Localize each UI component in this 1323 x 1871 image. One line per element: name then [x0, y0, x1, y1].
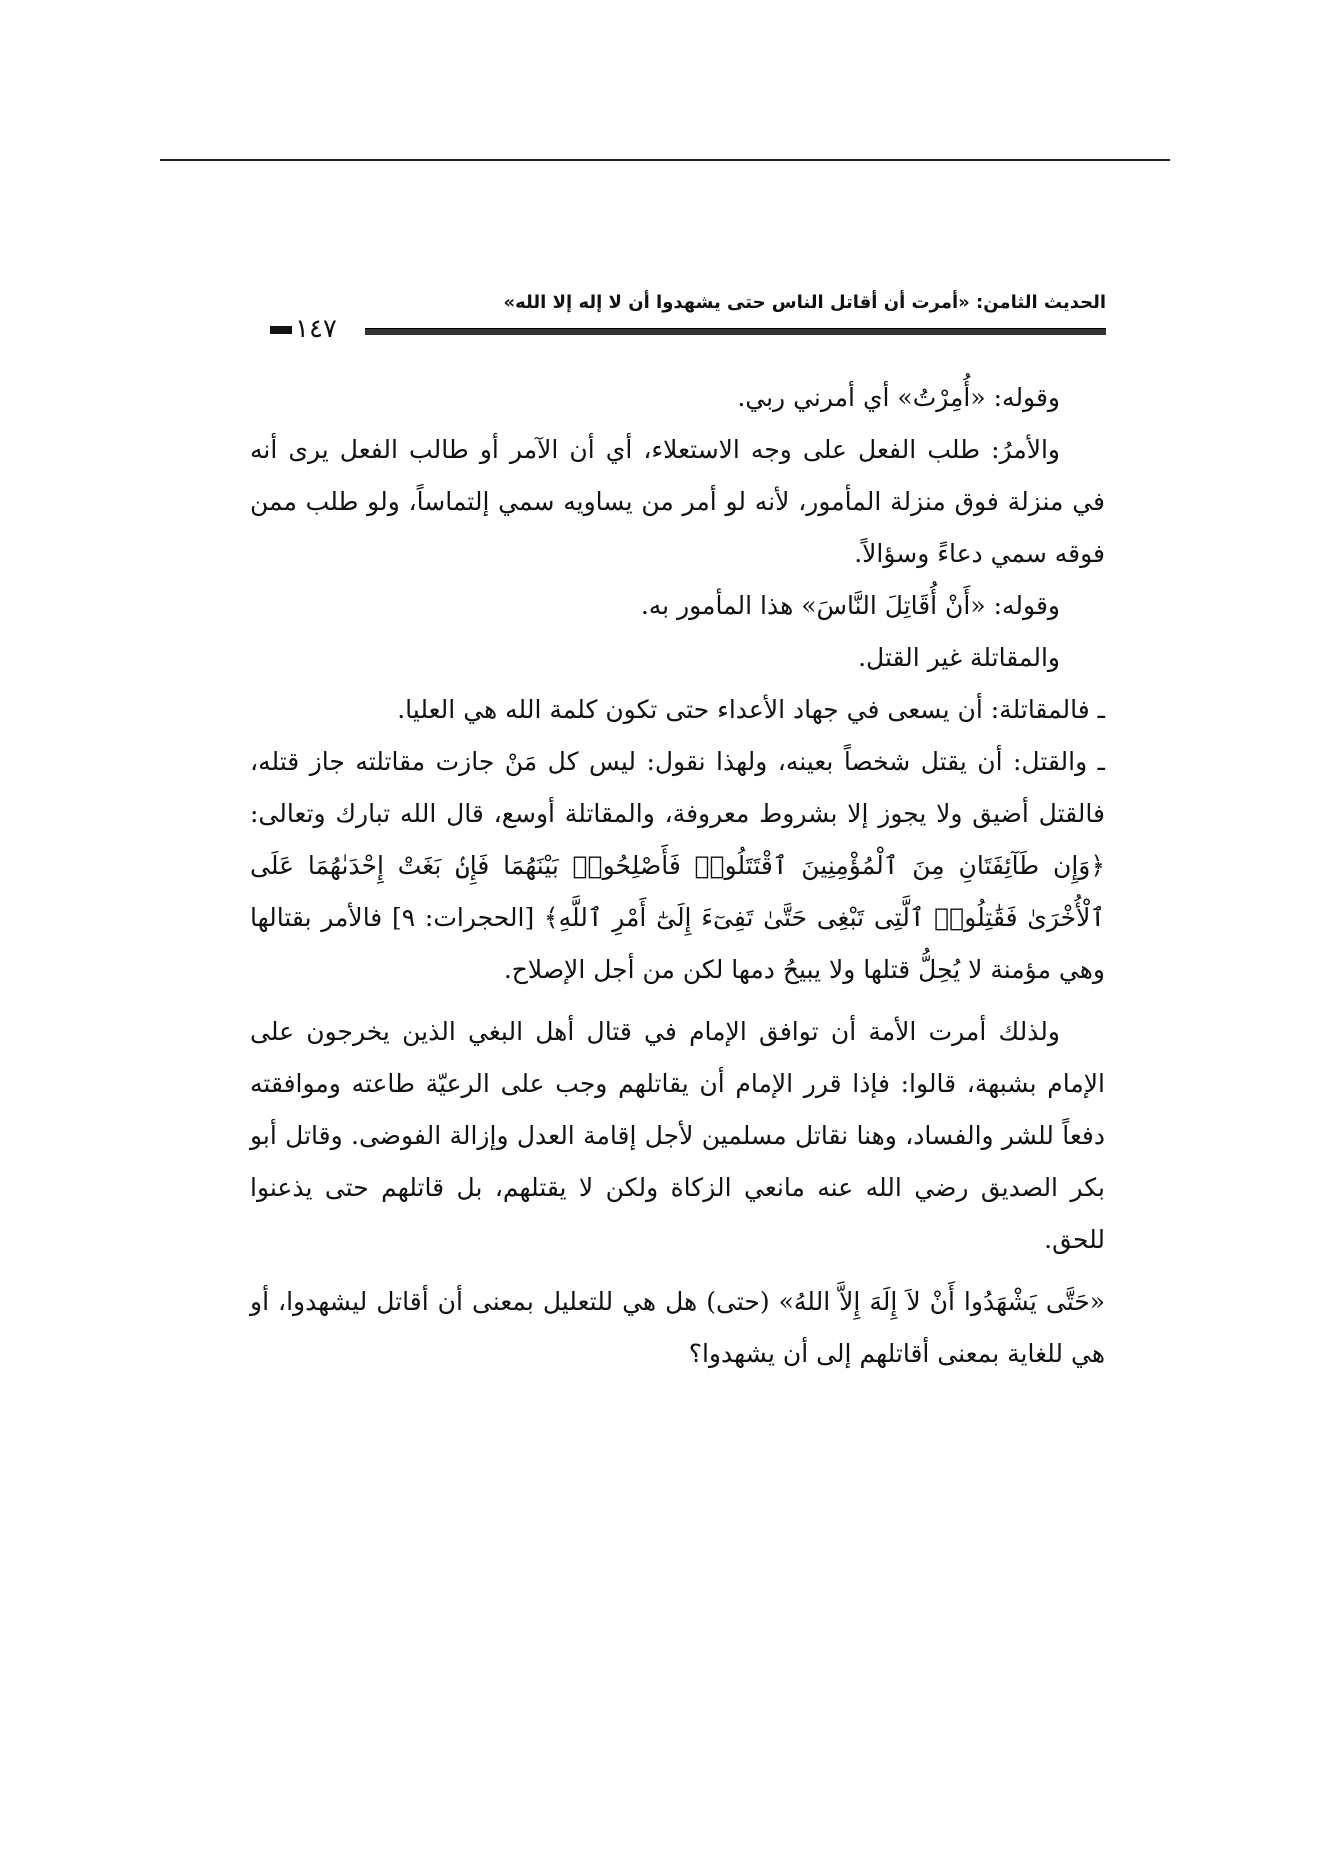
page-number-bar: [270, 326, 292, 334]
paragraph: وقوله: «أُمِرْتُ» أي أمرني ربي.: [737, 383, 1060, 412]
page-body: [250, 372, 1105, 1380]
paragraph: ولذلك أمرت الأمة أن توافق الإمام في قتال أهل البغي الذين يخرجون على الإمام بشبهة، قالوا: فإذا قرر الإمام أن يقاتلهم وجب على الرعيّة طاعته وموافقته دفعاً للشر والفساد، وهنا نقاتل مسلمين لأجل إقامة العدل وإزالة الفوضى. وقاتل أبو بكر الصديق رضي الله عنه مانعي الزكاة ولكن لا يقتلهم، بل قاتلهم حتى يذعنوا للحق.: [250, 1017, 1105, 1254]
running-header-title: الحديث الثامن: «أمرت أن أقاتل الناس حتى يشهدوا أن لا إله إلا الله»: [503, 292, 1106, 313]
header-rule: [365, 328, 1106, 335]
paragraph: وقوله: «أَنْ أُقَاتِلَ النَّاسَ» هذا المأمور به.: [640, 591, 1060, 620]
paragraph: والمقاتلة غير القتل.: [858, 643, 1060, 672]
paragraph: ـ فالمقاتلة: أن يسعى في جهاد الأعداء حتى تكون كلمة الله هي العليا.: [397, 695, 1105, 724]
paragraph: والأمرُ: طلب الفعل على وجه الاستعلاء، أي أن الآمر أو طالب الفعل يرى أنه في منزلة فوق منزلة المأمور، لأنه لو أمر من يساويه سمي إلتماساً، ولو طلب ممن فوقه سمي دعاءً وسؤالاً.: [250, 435, 1105, 568]
paragraph: «حَتَّى يَشْهَدُوا أَنْ لاَ إِلَهَ إِلاَّ اللهُ» (حتى) هل هي للتعليل بمعنى أن أقاتل ليشهدوا، أو هي للغاية بمعنى أقاتلهم إلى أن يشهدوا؟: [250, 1287, 1105, 1368]
top-rule: [160, 159, 1170, 161]
page-number: ١٤٧: [295, 314, 337, 344]
running-header: [270, 292, 1106, 342]
paragraph: ـ والقتل: أن يقتل شخصاً بعينه، ولهذا نقول: ليس كل مَنْ جازت مقاتلته جاز قتله، فالقتل أضيق ولا يجوز إلا بشروط معروفة، والمقاتلة أوسع، قال الله تبارك وتعالى: ﴿وَإِن طَآئِفَتَانِ مِنَ ٱلْمُؤْمِنِينَ ٱقْتَتَلُوا۟ فَأَصْلِحُوا۟ بَيْنَهُمَا فَإِنۢ بَغَتْ إِحْدَىٰهُمَا عَلَى ٱلْأُخْرَىٰ فَقَٰتِلُوا۟ ٱلَّتِى تَبْغِى حَتَّىٰ تَفِىٓءَ إِلَىٰٓ أَمْرِ ٱللَّهِ﴾ [الحجرات: ٩] فالأمر بقتالها وهي مؤمنة لا يُحِلُّ قتلها ولا يبيحُ دمها لكن من أجل الإصلاح.: [250, 747, 1105, 984]
